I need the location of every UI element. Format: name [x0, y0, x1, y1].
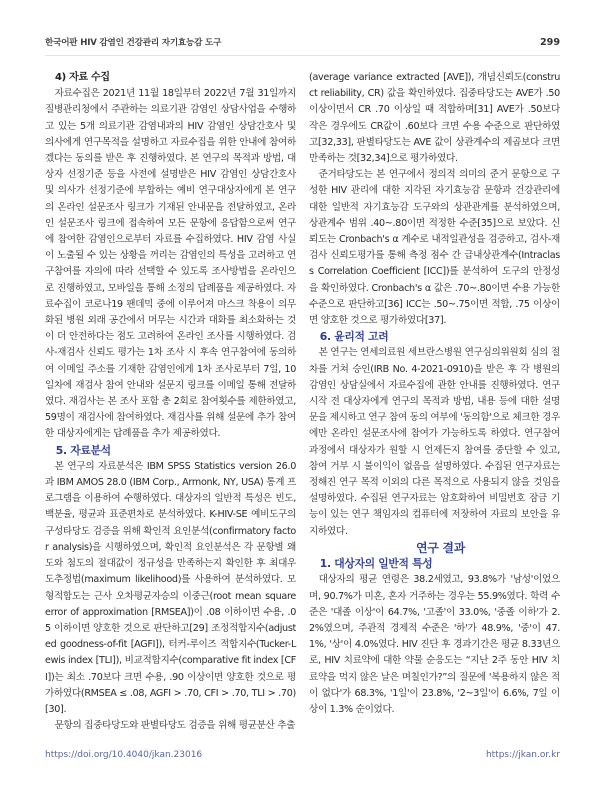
journal-site-link[interactable]: https://jkan.or.kr [485, 750, 560, 760]
paragraph-ethics: 본 연구는 연세의료원 세브란스병원 연구심의위원회 심의 절차를 거쳐 승인(IRB No. 4-2021-0910)을 받은 후 각 병원의 감염인 상담실에서 자료수집에 관한 안내를 진행하였다. 연구시작 전 대상자에게 연구의 목적과 방법, 내용 등에 대한 설명문을 제시하고 연구 참여 동의 여부에 '동의함'으로 체크한 경우에만 온라인 설문조사에 참여가 가능하도록 하였다. 연구참여 과정에서 대상자가 원할 시 언제든지 참여를 중단할 수 있고, 참여 거부 시 불이익이 없음을 설명하였다. 수집된 연구자료는 정해진 연구 목적 이외의 다른 목적으로 사용되지 않을 것임을 설명하였다. 수집된 연구자료는 암호화하여 비밀번호 잠금 기능이 있는 연구 책임자의 컴퓨터에 저장하여 자료의 보안을 유지하였다. [309, 347, 560, 537]
running-title: 한국어판 HIV 감염인 건강관리 자기효능감 도구 [45, 38, 222, 48]
section-heading-data-analysis: 5. 자료분석 [55, 443, 111, 457]
right-column [309, 70, 560, 742]
doi-link[interactable]: https://doi.org/10.4040/jkan.23016 [45, 750, 203, 760]
section-heading-data-collection: 4) 자료 수집 [55, 72, 110, 83]
paragraph-ave-continuation: (average variance extracted [AVE]), 개념신뢰도(construct reliability, CR) 값을 확인하였다. 집중타당도는 AVE가 .50 이상이면서 CR .70 이상일 때 적합하며[31] AVE가 .50보다 작은 경우에도 CR값이 .60보다 크면 수용 수준으로 판단하였고[32,33], 판별타당도는 AVE 값이 상관계수의 제곱보다 크면 만족하는 것[32,34]으로 평가하였다. [309, 72, 560, 165]
left-column [45, 70, 296, 742]
section-heading-results: 연구 결과 [415, 540, 466, 555]
subsection-heading-general-characteristics: 1. 대상자의 일반적 특성 [319, 557, 433, 571]
paragraph-data-collection: 자료수집은 2021년 11월 18일부터 2022년 7월 31일까지 질병관리청에서 주관하는 의료기관 감염인 상담사업을 수행하고 있는 5개 의료기관 감염내과의 HIV 감염인 상담간호사 및 의사에게 연구목적을 설명하고 자료수집을 위한 안내에 참여하겠다는 동의를 받은 후 진행하였다. 본 연구의 목적과 방법, 대상자 선정기준 등을 사전에 설명받은 HIV 감염인 상담간호사 및 의사가 선정기준에 부합하는 예비 연구대상자에게 본 연구의 온라인 설문조사 링크가 기재된 안내문을 전달하였고, 온라인 설문조사 링크에 접속하여 모든 문항에 응답함으로써 연구에 참여한 감염인으로부터 자료를 수집하였다. HIV 감염 사실이 노출될 수 있는 상황을 꺼리는 감염인의 특성을 고려하고 연구참여를 자의에 따라 선택할 수 있도록 조사방법을 온라인으로 진행하였고, 모바일을 통해 소정의 답례품을 제공하였다. 자료수집이 코로나19 팬데믹 중에 이루어져 마스크 착용이 의무화된 병원 외래 공간에서 머무는 시간과 대화를 최소화하는 것이 더 안전하다는 점도 고려하여 온라인 조사를 시행하였다. 검사-재검사 신뢰도 평가는 1차 조사 시 후속 연구참여에 동의하여 이메일 주소를 기재한 감염인에게 1차 조사로부터 7일, 10일차에 재검사 참여 안내와 설문지 링크를 이메일 통해 전달하였다. 재검사는 본 조사 포함 총 2회로 참여횟수를 제한하였고, 59명이 재검사에 참여하였다. 재검사를 위해 설문에 추가 참여한 대상자에게는 답례품을 추가 제공하였다. [45, 88, 296, 440]
paragraph-validity-intro: 문항의 집중타당도와 판별타당도 검증을 위해 평균분산 추출 [54, 720, 296, 732]
paragraph-general-characteristics: 대상자의 평균 연령은 38.2세였고, 93.8%가 '남성'이었으며, 90.7%가 미혼, 혼자 거주하는 경우는 55.9%였다. 학력 수준은 '대졸 이상'이 64.7%, '고졸'이 33.0%, '중졸 이하'가 2.2%였으며, 주관적 경제적 수준은 '하'가 48.9%, '중'이 47.1%, '상'이 4.0%였다. HIV 진단 후 경과기간은 평균 8.33년으로, HIV 치료약에 대한 약물 순응도는 “지난 2주 동안 HIV 치료약을 먹지 않은 날은 며칠인가?”의 질문에 '복용하지 않은 적이 없다'가 68.3%, '1일'이 23.8%, '2~3일'이 6.6%, 7일 이상이 1.3% 순이었다. [309, 574, 560, 715]
article-body [45, 70, 560, 742]
section-heading-ethics: 6. 윤리적 고려 [319, 330, 389, 344]
paragraph-data-analysis: 본 연구의 자료분석은 IBM SPSS Statistics version 26.0과 IBM AMOS 28.0 (IBM Corp., Armonk, NY, USA) 통계 프로그램을 이용하여 수행하였다. 대상자의 일반적 특성은 빈도, 백분율, 평균과 표준편차로 분석하였다. K-HIV-SE 예비도구의 구성타당도 검증을 위해 확인적 요인분석(confirmatory factor analysis)을 시행하였으며, 확인적 요인분석은 각 문항별 왜도와 첨도의 절대값이 정규성을 만족하는지 확인한 후 최대우도추정법(maximum likelihood)를 사용하여 분석하였다. 모형적합도는 근사 오차평균자승의 이중근(root mean square error of approximation [RMSEA])이 .08 이하이면 수용, .05 이하이면 양호한 것으로 판단하고[29] 조정적합지수(adjusted goodness-of-fit [AGFI]), 터커-루이즈 적합지수(Tucker-Lewis index [TLI]), 비교적합지수(comparative fit index [CFI])는 최소 .70보다 크면 수용, .90 이상이면 양호한 것으로 평가하였다(RMSEA ≤ .08, AGFI > .70, CFI > .70, TLI > .70) [30]. [45, 460, 296, 715]
running-header [45, 36, 560, 56]
page-footer [45, 750, 560, 760]
page-number: 299 [539, 37, 560, 48]
paragraph-criterion-validity: 준거타당도는 본 연구에서 정의적 의미의 준거 문항으로 구성한 HIV 관리에 대한 지각된 자기효능감 문항과 건강관리에 대한 일반적 자기효능감 도구와의 상관관계를 분석하였으며, 상관계수 범위 .40~.80이면 적정한 수준[35]으로 보았다. 신뢰도는 Cronbach's α 계수로 내적일관성을 검증하고, 검사-재검사 신뢰도평가를 통해 측정 점수 간 급내상관계수(Intraclass Correlation Coefficient [ICC])를 분석하여 도구의 안정성을 확인하였다. Cronbach's α 값은 .70~.80이면 수용 가능한 수준으로 판단하고[36] ICC는 .50~.75이면 적합, .75 이상이면 양호한 것으로 평가하였다[37]. [309, 169, 560, 327]
